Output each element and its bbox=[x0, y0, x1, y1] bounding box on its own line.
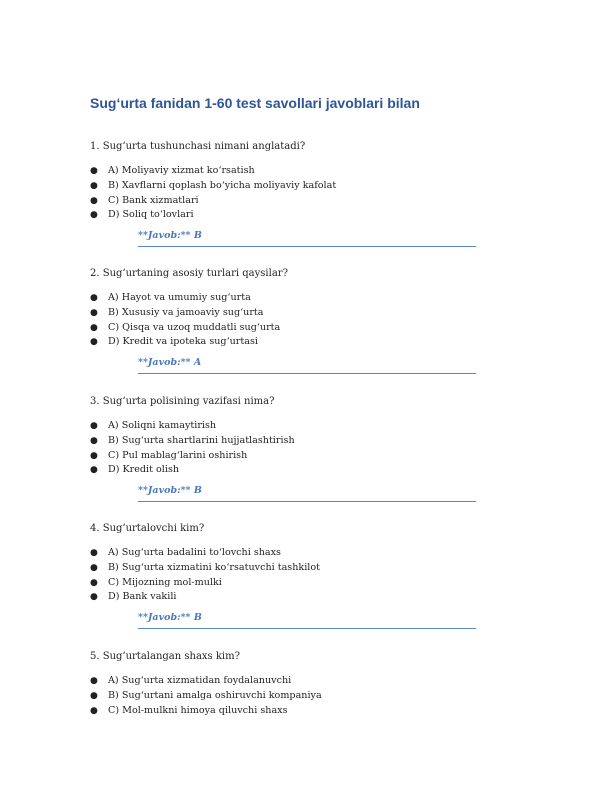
options-list bbox=[90, 164, 336, 223]
bullet-icon: ● bbox=[90, 180, 98, 191]
bullet-icon: ● bbox=[90, 465, 98, 476]
bullet-icon: ● bbox=[90, 676, 98, 686]
option-item bbox=[90, 419, 295, 434]
bullet-icon: ● bbox=[90, 307, 98, 318]
option-item bbox=[90, 704, 322, 719]
option-label: D) Soliq to‘lovlari bbox=[108, 209, 194, 221]
option-item bbox=[90, 590, 320, 605]
option-item bbox=[90, 179, 336, 194]
option-item bbox=[90, 335, 280, 350]
option-item bbox=[90, 546, 320, 561]
question-block bbox=[90, 267, 520, 368]
option-item bbox=[90, 449, 295, 464]
answer-line: **Javob:** B bbox=[138, 612, 476, 629]
question-block bbox=[90, 395, 520, 496]
question-block bbox=[90, 140, 520, 241]
option-item bbox=[90, 689, 322, 704]
bullet-icon: ● bbox=[90, 577, 98, 588]
option-label: B) Sug‘urtani amalga oshiruvchi kompaniya bbox=[108, 689, 322, 701]
question-block bbox=[90, 650, 520, 716]
option-item bbox=[90, 674, 322, 689]
option-label: C) Qisqa va uzoq muddatli sug‘urta bbox=[108, 321, 281, 333]
option-label: D) Kredit olish bbox=[108, 464, 180, 476]
options-list bbox=[90, 546, 320, 605]
bullet-icon: ● bbox=[90, 705, 98, 716]
option-label: B) Xususiy va jamoaviy sug‘urta bbox=[108, 306, 264, 318]
question-text: 3. Sug‘urta polisining vazifasi nima? bbox=[90, 396, 275, 407]
bullet-icon: ● bbox=[90, 435, 98, 446]
option-label: C) Mol-mulkni himoya qiluvchi shaxs bbox=[108, 704, 288, 716]
bullet-icon: ● bbox=[90, 322, 98, 333]
option-item bbox=[90, 434, 295, 449]
option-label: A) Hayot va umumiy sug‘urta bbox=[108, 292, 251, 303]
option-item bbox=[90, 576, 320, 591]
option-label: C) Mijozning mol-mulki bbox=[108, 576, 222, 588]
options-list bbox=[90, 291, 280, 350]
question-block bbox=[90, 522, 520, 623]
option-item bbox=[90, 164, 336, 179]
option-label: C) Bank xizmatlari bbox=[108, 194, 199, 206]
option-label: D) Bank vakili bbox=[108, 591, 177, 603]
option-label: A) Sug‘urta badalini to‘lovchi shaxs bbox=[108, 547, 281, 558]
answer-line: **Javob:** B bbox=[138, 230, 476, 247]
question-text: 1. Sug‘urta tushunchasi nimani anglatadi? bbox=[90, 141, 306, 152]
options-list bbox=[90, 674, 322, 718]
options-list bbox=[90, 419, 295, 478]
bullet-icon: ● bbox=[90, 562, 98, 573]
question-text: 5. Sug‘urtalangan shaxs kim? bbox=[90, 651, 240, 662]
option-item bbox=[90, 321, 280, 336]
option-item bbox=[90, 291, 280, 306]
bullet-icon: ● bbox=[90, 548, 98, 558]
bullet-icon: ● bbox=[90, 421, 98, 431]
option-label: B) Xavflarni qoplash bo‘yicha moliyaviy kafolat bbox=[108, 179, 337, 191]
question-text: 4. Sug‘urtalovchi kim? bbox=[90, 523, 205, 534]
bullet-icon: ● bbox=[90, 166, 98, 176]
option-item bbox=[90, 561, 320, 576]
bullet-icon: ● bbox=[90, 592, 98, 603]
option-item bbox=[90, 208, 336, 223]
option-label: D) Kredit va ipoteka sug‘urtasi bbox=[108, 336, 258, 348]
bullet-icon: ● bbox=[90, 690, 98, 701]
option-label: B) Sug‘urta xizmatini ko‘rsatuvchi tashkilot bbox=[108, 561, 320, 573]
answer-line: **Javob:** B bbox=[138, 485, 476, 502]
bullet-icon: ● bbox=[90, 293, 98, 303]
bullet-icon: ● bbox=[90, 210, 98, 221]
document-title: Sug‘urta fanidan 1-60 test savollari javoblari bilan bbox=[90, 95, 420, 111]
option-item bbox=[90, 194, 336, 209]
option-item bbox=[90, 463, 295, 478]
bullet-icon: ● bbox=[90, 337, 98, 348]
bullet-icon: ● bbox=[90, 450, 98, 461]
option-item bbox=[90, 306, 280, 321]
option-label: A) Moliyaviy xizmat ko‘rsatish bbox=[108, 165, 255, 176]
option-label: B) Sug‘urta shartlarini hujjatlashtirish bbox=[108, 434, 295, 446]
question-text: 2. Sug‘urtaning asosiy turlari qaysilar? bbox=[90, 268, 288, 279]
option-label: A) Soliqni kamaytirish bbox=[108, 420, 217, 431]
answer-line: **Javob:** A bbox=[138, 357, 476, 374]
bullet-icon: ● bbox=[90, 195, 98, 206]
option-label: A) Sug‘urta xizmatidan foydalanuvchi bbox=[108, 675, 292, 686]
option-label: C) Pul mablag‘larini oshirish bbox=[108, 449, 248, 461]
